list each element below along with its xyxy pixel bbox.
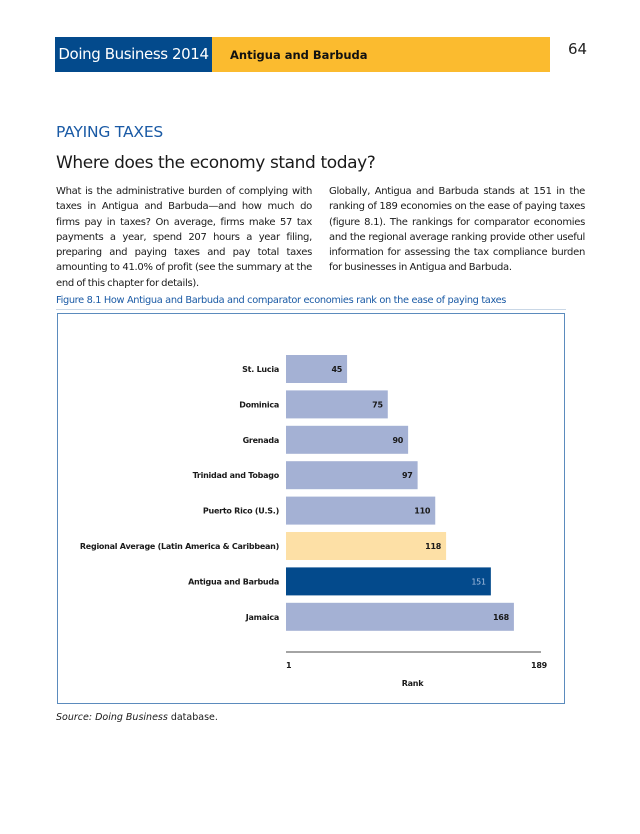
bar — [286, 497, 435, 525]
category-label: Trinidad and Tobago — [192, 471, 279, 481]
x-tick-label-min: 1 — [286, 661, 292, 670]
bar — [286, 426, 408, 454]
bars-layer — [80, 355, 514, 631]
economy-name: Antigua and Barbuda — [230, 48, 368, 62]
category-label: Jamaica — [245, 612, 279, 622]
bar-value-label: 45 — [331, 365, 343, 374]
section-title: PAYING TAXES — [56, 123, 164, 141]
bar-value-label: 97 — [401, 471, 413, 481]
category-label: Regional Average (Latin America & Caribbean) — [79, 542, 279, 551]
section-subheading: Where does the economy stand today? — [56, 153, 376, 173]
bar-value-label: 118 — [425, 542, 442, 551]
source-label: Source: — [56, 712, 93, 723]
bar — [286, 461, 418, 489]
bar-value-label: 90 — [392, 435, 404, 445]
source-name: Doing Business — [95, 712, 168, 723]
bar-value-label: 75 — [372, 400, 383, 410]
category-label: Dominica — [239, 400, 279, 410]
figure-source — [56, 712, 218, 723]
category-label: St. Lucia — [242, 365, 279, 374]
bar-value-label: 151 — [471, 577, 486, 587]
bar-value-label: 110 — [414, 506, 431, 516]
source-rest: database. — [167, 712, 218, 723]
category-label: Puerto Rico (U.S.) — [202, 506, 279, 516]
bar — [286, 567, 491, 595]
x-tick-label-max: 189 — [531, 661, 547, 670]
publication-title: Doing Business 2014 — [58, 45, 209, 63]
bar — [286, 532, 446, 560]
category-label: Antigua and Barbuda — [188, 577, 279, 587]
bar-value-label: 168 — [492, 612, 509, 622]
figure-caption: Figure 8.1 How Antigua and Barbuda and comparator economies rank on the ease of paying taxes — [56, 295, 507, 306]
x-axis-title: Rank — [401, 679, 424, 688]
page-number: 64 — [568, 40, 588, 58]
bar — [286, 603, 514, 631]
intro-paragraph-left: What is the administrative burden of complying with taxes in Antigua and Barbuda—and how much do firms pay in taxes? On average, firms make 57 tax payments a year, spend 207 hours a year filing, preparing and paying taxes and pay total taxes amounting to 41.0% of profit (see the summary at the end of this chapter for details). — [56, 186, 312, 289]
intro-paragraph-right: Globally, Antigua and Barbuda stands at 151 in the ranking of 189 economies on the ease of paying taxes (figure 8.1). The rankings for comparator economies and the regional average ranking provide other useful information for assessing the tax compliance burden for businesses in Antigua and Barbuda. — [329, 186, 585, 274]
rank-bar-chart — [0, 6, 640, 834]
category-label: Grenada — [242, 435, 279, 445]
